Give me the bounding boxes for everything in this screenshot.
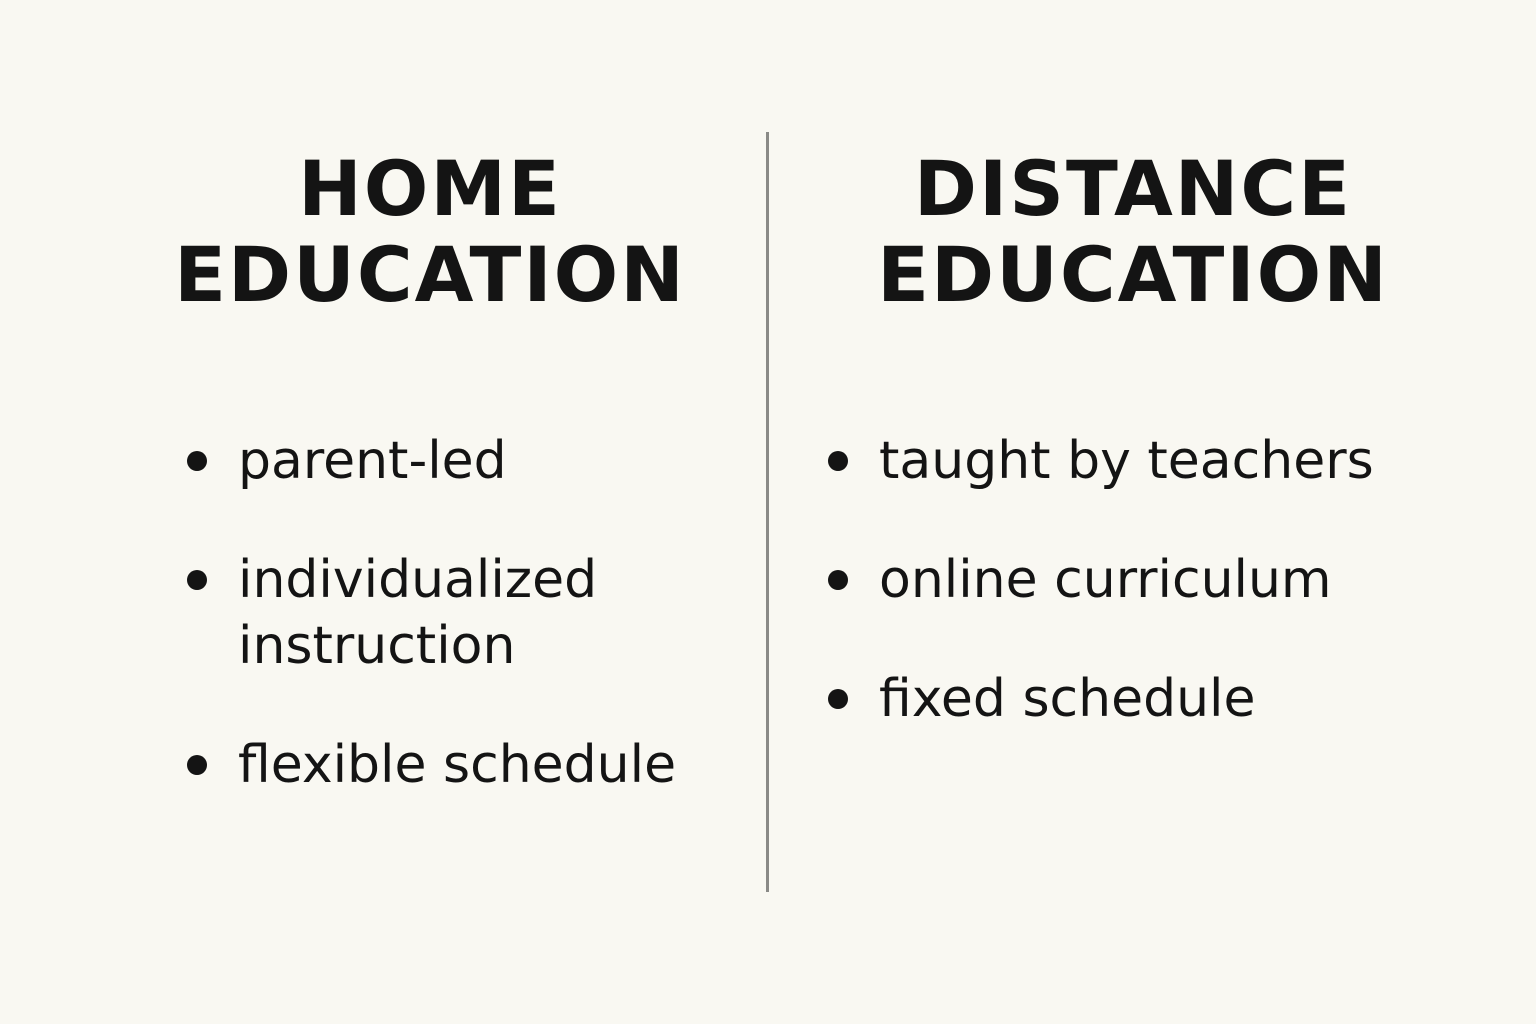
bullet-icon (187, 570, 207, 590)
list-item-text: individualized instruction (238, 550, 598, 676)
home-education-heading-line2: EDUCATION (174, 230, 686, 319)
bullet-icon (187, 755, 207, 775)
list-item (184, 732, 676, 798)
list-item-text: taught by teachers (879, 431, 1374, 491)
home-education-heading (130, 146, 730, 318)
list-item-text: flexible schedule (238, 735, 677, 795)
bullet-icon (828, 451, 848, 471)
list-item (825, 666, 1374, 732)
list-item-text: parent-led (238, 431, 507, 491)
list-item (184, 428, 676, 494)
list-item (825, 428, 1374, 494)
list-item (184, 547, 676, 679)
bullet-icon (828, 570, 848, 590)
bullet-icon (187, 451, 207, 471)
distance-education-heading-line1: DISTANCE (913, 144, 1353, 233)
home-education-heading-line1: HOME (298, 144, 562, 233)
distance-education-list (825, 428, 1374, 785)
distance-education-heading-line2: EDUCATION (877, 230, 1389, 319)
column-divider (766, 132, 769, 892)
list-item-text: fixed schedule (879, 669, 1256, 729)
distance-education-heading (833, 146, 1433, 318)
list-item-text: online curriculum (879, 550, 1332, 610)
bullet-icon (828, 689, 848, 709)
list-item (825, 547, 1374, 613)
home-education-list (184, 428, 676, 851)
